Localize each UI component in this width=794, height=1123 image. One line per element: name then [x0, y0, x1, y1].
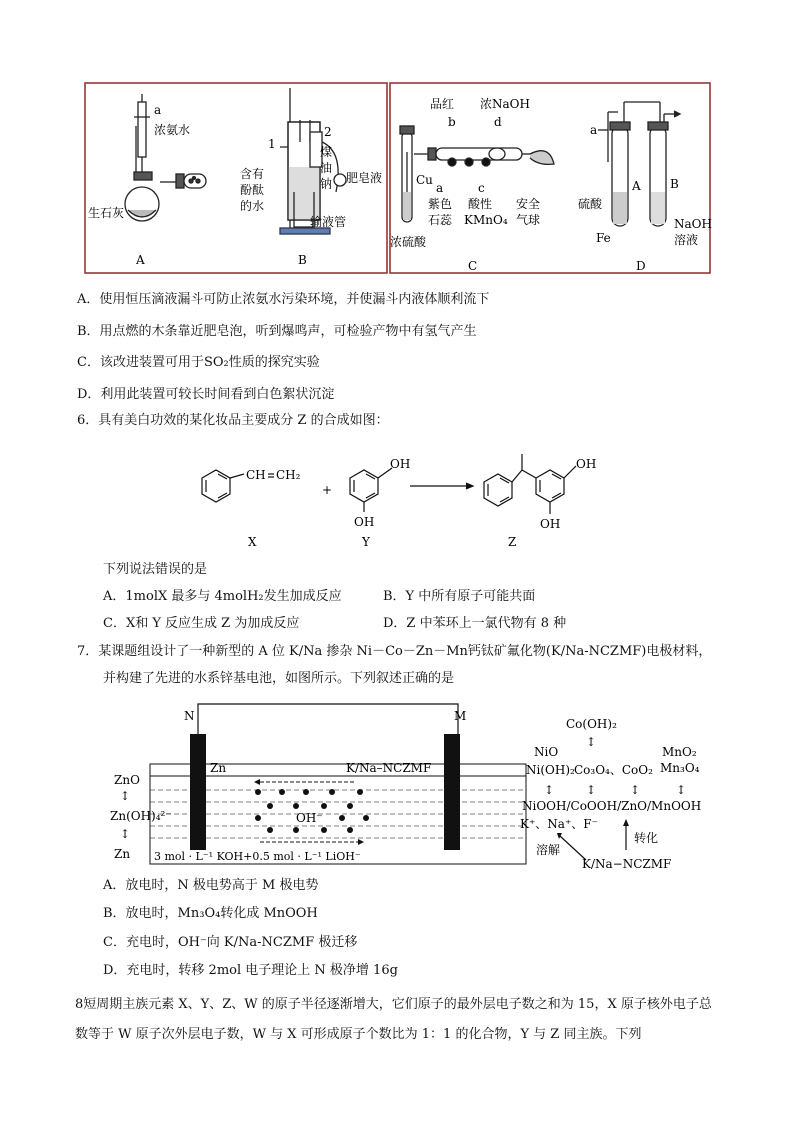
label-y: Y [362, 535, 370, 548]
scheme-arrow-1: ↕ [586, 735, 597, 749]
coh2-label: Co(OH)₂ [566, 717, 617, 731]
label-z: Z [508, 535, 517, 548]
panel-b-sodium: 钠 [320, 177, 333, 191]
ions-label: K⁺、Na⁺、F⁻ [520, 817, 598, 831]
panel-d-rongye: 溶液 [674, 233, 699, 247]
co3o4-label: Co₃O₄、CoO₂ [574, 763, 653, 777]
scheme-arrow-2: ↕ [544, 783, 555, 797]
z-oh-top: OH [576, 457, 597, 471]
panel-c-kmno4: KMnO₄ [464, 213, 508, 227]
panel-a-label-a: a [154, 103, 162, 117]
rongjie-label: 溶解 [536, 843, 561, 857]
q7-stem-2: 并构建了先进的水系锌基电池，如图所示。下列叙述正确的是 [103, 671, 455, 686]
q7-option-a: A．放电时，N 极电势高于 M 极电势 [103, 878, 319, 893]
q5-option-c: C．该改进装置可用于SO₂性质的探究实验 [77, 355, 320, 370]
panel-b-kerosene-2: 油 [320, 161, 333, 175]
electrode-m-label: M [454, 709, 467, 723]
panel-c-cu: Cu [416, 173, 433, 187]
znoh4-label: Zn(OH)₄²⁻ [110, 809, 172, 823]
q6-option-c: C．X和 Y 反应生成 Z 为加成反应 [103, 616, 300, 631]
panel-c-zise1: 紫色 [428, 197, 453, 211]
nioh2-label: Ni(OH)₂ [526, 763, 575, 777]
panel-b-num2: 2 [324, 125, 332, 139]
reaction-scheme [190, 448, 610, 548]
q5-option-d: D．利用此装置可较长时间看到白色絮状沉淀 [77, 387, 335, 402]
panel-d-fe: Fe [596, 231, 611, 245]
q5-option-b: B．用点燃的木条靠近肥皂泡，听到爆鸣声，可检验产物中有氢气产生 [77, 324, 477, 339]
panel-a-ammonia: 浓氨水 [154, 123, 191, 137]
mixed-oxide-label: NiOOH/CoOOH/ZnO/MnOOH [522, 799, 702, 813]
panel-d-A: A [632, 179, 641, 193]
q7-option-d: D．充电时，转移 2mol 电子理论上 N 极净增 16g [103, 963, 398, 978]
electrolyte-label: 3 mol · L⁻¹ KOH+0.5 mol · L⁻¹ LiOH⁻ [154, 850, 361, 863]
q7-option-b: B．放电时，Mn₃O₄转化成 MnOOH [103, 906, 318, 921]
panel-c-anquan2: 气球 [516, 213, 541, 227]
panel-d-a: a [590, 123, 598, 137]
panel-a-lime: 生石灰 [88, 206, 125, 220]
plus-sign: + [322, 483, 333, 497]
panel-label-D: D [636, 259, 646, 273]
panel-c-pinhong: 品红 [430, 97, 455, 111]
panel-b-num1: 1 [268, 137, 276, 151]
panel-b-tube: 输液管 [310, 215, 347, 229]
zn-arrow-2: ↕ [120, 827, 131, 841]
q5-option-a: A．使用恒压滴液漏斗可防止浓氨水污染环境，并使漏斗内液体顺利流下 [77, 292, 490, 307]
panel-b-apparatus [280, 88, 346, 234]
panel-b-kerosene: 煤 [320, 145, 333, 159]
panel-c-nongliusuan: 浓硫酸 [390, 235, 427, 249]
panel-d-apparatus [598, 102, 680, 226]
zno-label: ZnO [114, 773, 140, 787]
zn-arrow-1: ↕ [120, 789, 131, 803]
panel-c-b: b [448, 115, 456, 129]
nczmf-electrode [444, 734, 460, 850]
panel-b-water-2: 酚酞 [240, 183, 265, 197]
panel-c-zise2: 石蕊 [428, 213, 453, 227]
q8-text: 8短周期主族元素 X、Y、Z、W 的原子半径逐渐增大，它们原子的最外层电子数之和为 15，X 原子核外电子总数等于 W 原子次外层电子数，W 与 X 可形成原子个数比为 1：1 的化合物，Y 与 Z 同主族。下列 [75, 997, 712, 1042]
electrode-n-label: N [184, 709, 195, 723]
zhuanhua-label: 转化 [634, 831, 659, 845]
mno2-label: MnO₂ [662, 745, 697, 759]
zinc-electrode [190, 734, 206, 850]
panel-b-soap: 肥皂液 [346, 171, 383, 185]
q6-option-a: A．1molX 最多与 4molH₂发生加成反应 [103, 589, 342, 604]
label-x: X [248, 535, 257, 548]
y-oh-top: OH [390, 457, 411, 471]
q7-option-c: C．充电时，OH⁻向 K/Na-NCZMF 极迁移 [103, 935, 358, 950]
q6-option-b: B．Y 中所有原子可能共面 [383, 589, 536, 604]
panel-c-suanxing: 酸性 [468, 197, 493, 211]
panel-b-water-3: 的水 [240, 199, 265, 213]
scheme-arrow-5: ↕ [676, 783, 687, 797]
apparatus-figure [84, 82, 712, 276]
q6-question: 下列说法错误的是 [103, 562, 208, 577]
scheme-arrow-4: ↕ [630, 783, 641, 797]
z-oh-bottom: OH [540, 517, 561, 531]
mn3o4-label: Mn₃O₄ [660, 761, 700, 775]
panel-d-liusuan: 硫酸 [578, 197, 603, 211]
panel-b-water-1: 含有 [240, 167, 265, 181]
q6-stem: 6．具有美白功效的某化妆品主要成分 Z 的合成如图： [77, 413, 389, 428]
zn-electrode-label: Zn [210, 761, 227, 775]
zn-bottom-label: Zn [114, 847, 131, 861]
q7-stem-1: 7．某课题组设计了一种新型的 A 位 K/Na 掺杂 Ni－Co－Zn－Mn钙钛矿氟化物(K/Na-NCZMF)电极材料， [77, 644, 712, 659]
panel-label-C: C [468, 259, 478, 273]
panel-label-B: B [298, 253, 307, 267]
y-oh-bottom: OH [354, 515, 375, 529]
panel-d-naoh: NaOH [674, 217, 712, 231]
zinc-battery-figure [110, 698, 710, 873]
panel-c-a: a [436, 181, 444, 195]
q6-option-d: D．Z 中苯环上一氯代物有 8 种 [383, 616, 567, 631]
nio-label: NiO [534, 745, 559, 759]
parent-material-label: K/Na−NCZMF [582, 857, 672, 871]
x-ch-label: CH [246, 468, 266, 482]
panel-label-A: A [136, 253, 145, 267]
nczmf-electrode-label: K/Na–NCZMF [346, 761, 432, 775]
panel-d-B: B [670, 177, 679, 191]
x-ch2-label: CH₂ [276, 468, 301, 482]
panel-a-apparatus [125, 94, 206, 221]
panel-c-c: c [478, 181, 485, 195]
panel-c-naoh: 浓NaOH [480, 97, 530, 111]
panel-c-anquan1: 安全 [516, 197, 541, 211]
scheme-arrow-3: ↕ [586, 783, 597, 797]
oh-ion-label: OH⁻ [296, 811, 323, 825]
panel-c-d: d [494, 115, 502, 129]
